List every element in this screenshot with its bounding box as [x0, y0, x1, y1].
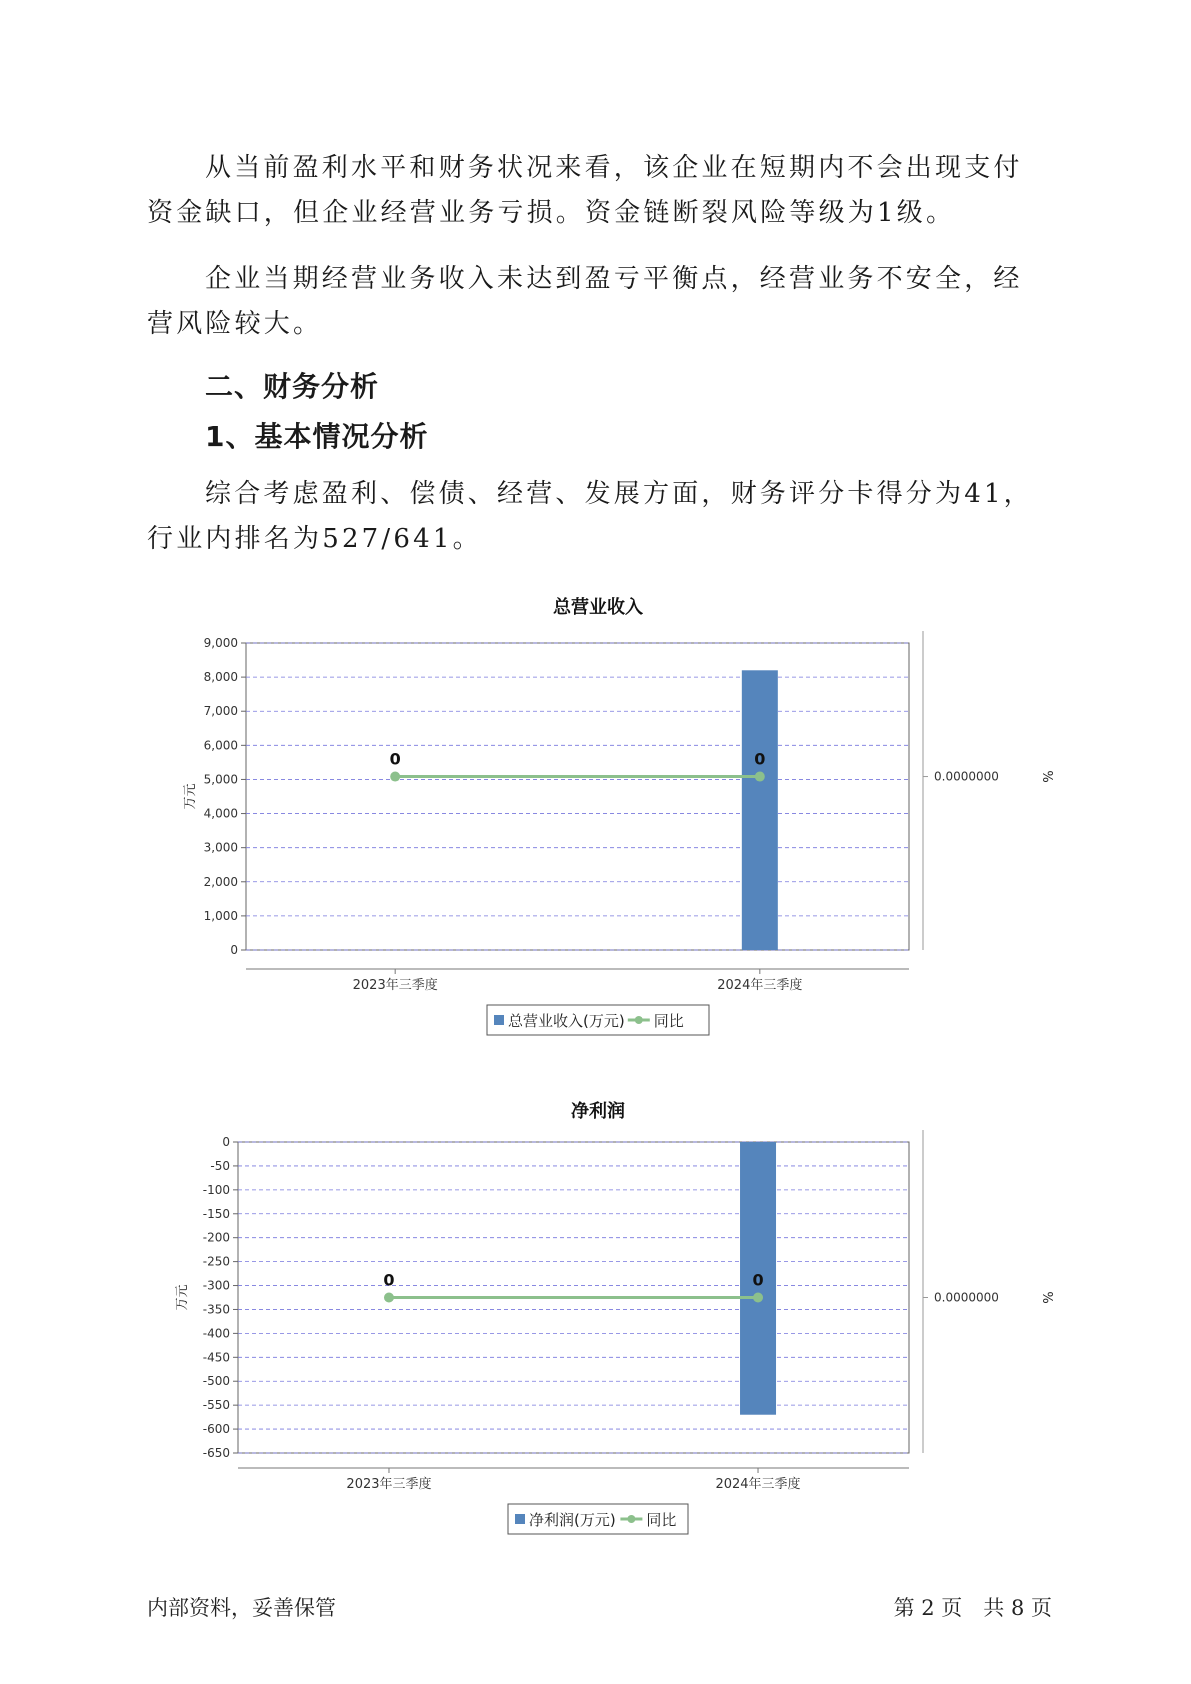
subsection-heading: 1、基本情况分析	[205, 420, 429, 453]
plot-area	[246, 643, 909, 950]
paragraph-scorecard	[147, 472, 1047, 562]
paragraph-breakeven-text: 企业当期经营业务收入未达到盈亏平衡点，经营业务不安全，经营风险较大。	[147, 264, 1023, 339]
section-heading: 二、财务分析	[205, 370, 380, 403]
yoy-point-0	[384, 1293, 394, 1303]
yoy-data-label: 0	[754, 749, 766, 769]
chart-title: 净利润	[571, 1101, 625, 1122]
paragraph-breakeven	[147, 257, 1047, 347]
y-tick-label: -650	[202, 1446, 230, 1460]
x-tick-label: 2024年三季度	[715, 1477, 801, 1492]
y-tick-label: -600	[202, 1422, 230, 1437]
y-tick-label: -200	[202, 1230, 230, 1245]
yoy-data-label: 0	[383, 1270, 395, 1290]
y-tick-label: -300	[202, 1278, 230, 1293]
y-tick-label: -250	[202, 1254, 230, 1269]
paragraph-liquidity	[147, 146, 1047, 236]
y-tick-label: -550	[202, 1398, 230, 1413]
x-tick-label: 2023年三季度	[352, 978, 438, 993]
revenue-chart	[0, 595, 1191, 1050]
paragraph-liquidity-text: 从当前盈利水平和财务状况来看，该企业在短期内不会出现支付资金缺口，但企业经营业务亏损。资金链断裂风险等级为1级。	[147, 153, 1023, 228]
y-axis-label: 万元	[175, 1284, 190, 1311]
yoy-point-1	[753, 1293, 763, 1303]
y-tick-label: 4,000	[203, 806, 238, 821]
yoy-point-0	[390, 772, 400, 782]
y-tick-label: 0	[222, 1135, 230, 1149]
y2-axis-label: %	[1039, 1291, 1054, 1304]
y-tick-label: -500	[202, 1374, 230, 1389]
y-tick-label: 5,000	[203, 772, 238, 787]
yoy-point-1	[755, 772, 765, 782]
x-tick-label: 2024年三季度	[717, 978, 803, 993]
footer-confidential: 内部资料，妥善保管	[147, 1596, 336, 1620]
legend-bar-label: 总营业收入(万元)	[508, 1012, 625, 1030]
bar-1	[742, 670, 778, 950]
y-tick-label: -450	[202, 1350, 230, 1365]
yoy-data-label: 0	[389, 749, 401, 769]
paragraph-scorecard-text: 综合考虑盈利、偿债、经营、发展方面，财务评分卡得分为41，行业内排名为527/641。	[147, 479, 1033, 554]
legend-line-marker	[635, 1016, 643, 1024]
chart-title: 总营业收入	[553, 597, 643, 618]
net-profit-chart	[0, 1095, 1191, 1550]
x-tick-label: 2023年三季度	[346, 1477, 432, 1492]
y-tick-label: -350	[202, 1302, 230, 1317]
legend-bar-swatch	[494, 1015, 504, 1025]
y-tick-label: -100	[202, 1182, 230, 1197]
footer-page-number: 第 2 页 共 8 页	[893, 1596, 1052, 1620]
legend-line-marker	[627, 1515, 635, 1523]
y-tick-label: 1,000	[203, 908, 238, 923]
legend-bar-swatch	[515, 1514, 525, 1524]
y-axis-label: 万元	[183, 783, 198, 810]
y-tick-label: 2,000	[203, 874, 238, 889]
yoy-data-label: 0	[752, 1270, 764, 1290]
y-tick-label: 3,000	[203, 840, 238, 855]
y-tick-label: 0	[230, 943, 238, 957]
y-tick-label: 7,000	[203, 704, 238, 719]
y-tick-label: 8,000	[203, 670, 238, 685]
legend-line-label: 同比	[646, 1511, 677, 1529]
legend-line-label: 同比	[653, 1012, 684, 1030]
y-tick-label: -150	[202, 1206, 230, 1221]
y-tick-label: -50	[210, 1158, 230, 1173]
y2-axis-label: %	[1039, 770, 1054, 783]
y-tick-label: 9,000	[203, 636, 238, 650]
right-tick-label: 0.0000000	[934, 1290, 999, 1305]
legend-bar-label: 净利润(万元)	[529, 1511, 616, 1529]
y-tick-label: 6,000	[203, 738, 238, 753]
y-tick-label: -400	[202, 1326, 230, 1341]
right-tick-label: 0.0000000	[934, 769, 999, 784]
